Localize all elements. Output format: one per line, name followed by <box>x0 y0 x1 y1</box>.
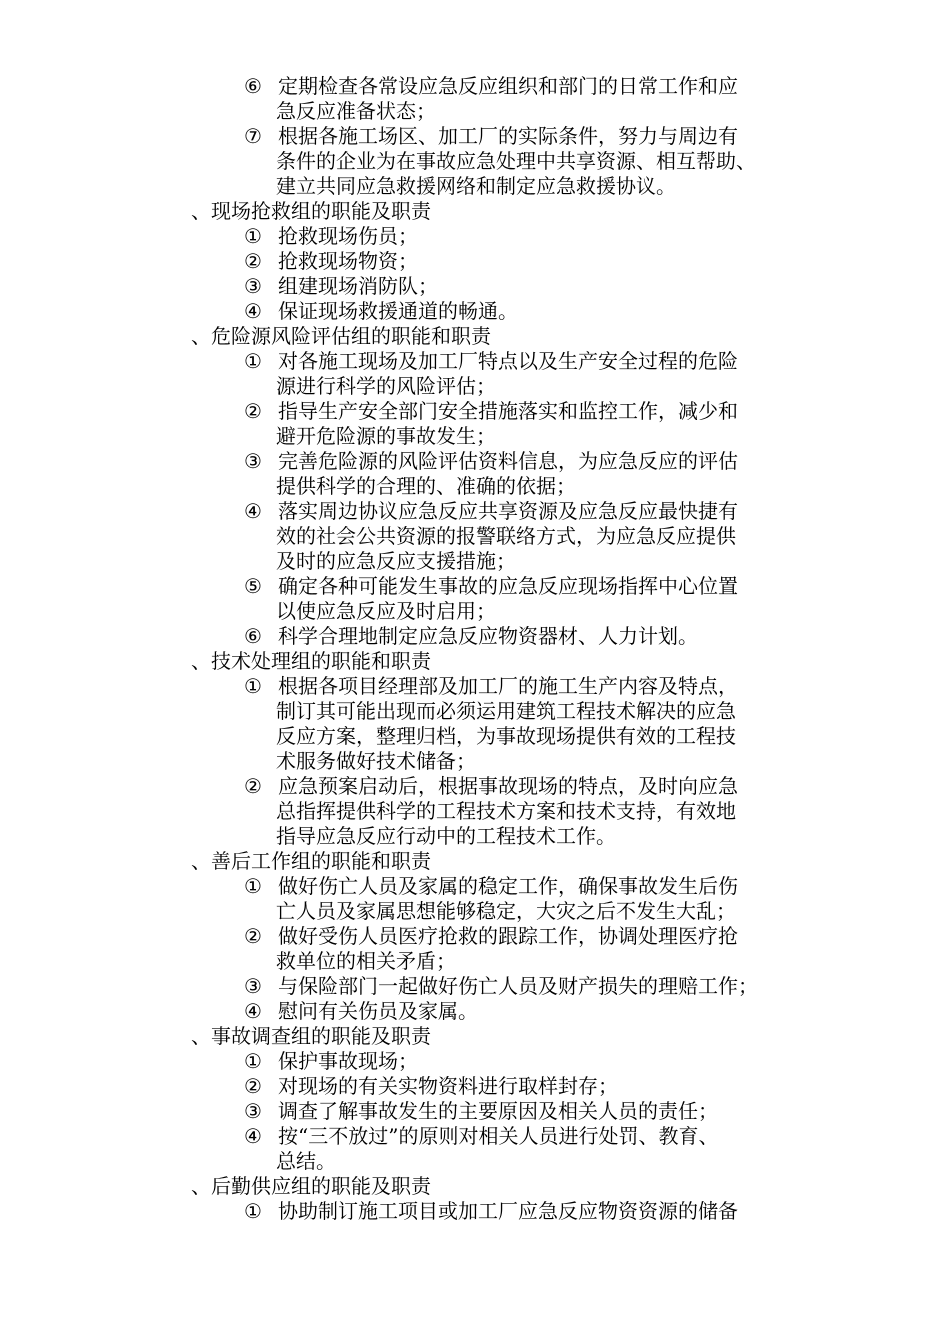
list-item-text: 组建现场消防队； <box>278 274 438 298</box>
list-item-continuation: 以使应急反应及时启用； <box>276 599 496 623</box>
list-item-text: 科学合理地制定应急反应物资器材、人力计划。 <box>278 624 698 648</box>
list-item-number: ⑥ <box>244 624 262 648</box>
list-item-text: 调查了解事故发生的主要原因及相关人员的责任； <box>278 1099 718 1123</box>
list-item-text: 做好受伤人员医疗抢救的跟踪工作，协调处理医疗抢 <box>278 924 738 948</box>
list-item-continuation: 制订其可能出现而必须运用建筑工程技术解决的应急 <box>276 699 736 723</box>
list-item-text: 保证现场救援通道的畅通。 <box>278 299 518 323</box>
list-item-text: 抢救现场物资； <box>278 249 418 273</box>
list-item-text: 保护事故现场； <box>278 1049 418 1073</box>
list-item <box>0 224 950 249</box>
list-item <box>0 774 950 799</box>
list-item <box>0 274 950 299</box>
list-item-text: 抢救现场伤员； <box>278 224 418 248</box>
list-item-continuation: 效的社会公共资源的报警联络方式，为应急反应提供 <box>276 524 736 548</box>
list-item <box>0 449 950 474</box>
list-item-continuation: 亡人员及家属思想能够稳定，大灾之后不发生大乱； <box>276 899 736 923</box>
list-item-continuation: 源进行科学的风险评估； <box>276 374 496 398</box>
list-item-text: 确定各种可能发生事故的应急反应现场指挥中心位置 <box>278 574 738 598</box>
list-item-number: ② <box>244 399 262 423</box>
list-item-number: ③ <box>244 974 262 998</box>
list-item-number: ① <box>244 349 262 373</box>
list-item-number: ① <box>244 224 262 248</box>
list-item-continuation: 救单位的相关矛盾； <box>276 949 456 973</box>
list-item-number: ④ <box>244 299 262 323</box>
list-item-continuation: 反应方案，整理归档，为事故现场提供有效的工程技 <box>276 724 736 748</box>
list-item-number: ① <box>244 874 262 898</box>
section-heading: 、后勤供应组的职能及职责 <box>191 1174 431 1198</box>
list-item-text: 定期检查各常设应急反应组织和部门的日常工作和应 <box>278 74 738 98</box>
list-item <box>0 74 950 99</box>
list-item-continuation: 避开危险源的事故发生； <box>276 424 496 448</box>
list-item-text: 根据各项目经理部及加工厂的施工生产内容及特点， <box>278 674 738 698</box>
list-item-continuation: 术服务做好技术储备； <box>276 749 476 773</box>
list-item <box>0 349 950 374</box>
list-item-text: 慰问有关伤员及家属。 <box>278 999 478 1023</box>
list-item-number: ① <box>244 1199 262 1223</box>
list-item-number: ④ <box>244 999 262 1023</box>
list-item-text: 根据各施工场区、加工厂的实际条件，努力与周边有 <box>278 124 738 148</box>
list-item-text: 按“三不放过”的原则对相关人员进行处罚、教育、 <box>278 1124 719 1148</box>
list-item-text: 做好伤亡人员及家属的稳定工作，确保事故发生后伤 <box>278 874 738 898</box>
list-item-continuation: 总结。 <box>276 1149 336 1173</box>
section-heading: 、危险源风险评估组的职能和职责 <box>191 324 491 348</box>
list-item-text: 对现场的有关实物资料进行取样封存； <box>278 1074 618 1098</box>
list-item-continuation: 及时的应急反应支援措施； <box>276 549 516 573</box>
list-item-number: ③ <box>244 274 262 298</box>
list-item-text: 协助制订施工项目或加工厂应急反应物资资源的储备 <box>278 1199 738 1223</box>
list-item-number: ① <box>244 674 262 698</box>
list-item-number: ⑦ <box>244 124 262 148</box>
list-item <box>0 1124 950 1149</box>
list-item <box>0 124 950 149</box>
list-item-text: 对各施工现场及加工厂特点以及生产安全过程的危险 <box>278 349 738 373</box>
list-item <box>0 1074 950 1099</box>
list-item-continuation: 指导应急反应行动中的工程技术工作。 <box>276 824 616 848</box>
list-item-number: ② <box>244 924 262 948</box>
section-heading: 、事故调查组的职能及职责 <box>191 1024 431 1048</box>
section-heading: 、善后工作组的职能和职责 <box>191 849 431 873</box>
list-item <box>0 674 950 699</box>
list-item <box>0 299 950 324</box>
document-page <box>0 74 950 1224</box>
list-item <box>0 1099 950 1124</box>
list-item-number: ⑤ <box>244 574 262 598</box>
section-heading: 、现场抢救组的职能及职责 <box>191 199 431 223</box>
list-item <box>0 999 950 1024</box>
list-item <box>0 1049 950 1074</box>
list-item-text: 落实周边协议应急反应共享资源及应急反应最快捷有 <box>278 499 738 523</box>
list-item-number: ④ <box>244 499 262 523</box>
list-item <box>0 874 950 899</box>
list-item-number: ③ <box>244 449 262 473</box>
list-item-number: ② <box>244 1074 262 1098</box>
list-item <box>0 924 950 949</box>
list-item-number: ① <box>244 1049 262 1073</box>
list-item-continuation: 总指挥提供科学的工程技术方案和技术支持，有效地 <box>276 799 736 823</box>
list-item-continuation: 提供科学的合理的、准确的依据； <box>276 474 576 498</box>
list-item-continuation: 急反应准备状态； <box>276 99 436 123</box>
list-item <box>0 399 950 424</box>
list-item-number: ③ <box>244 1099 262 1123</box>
list-item <box>0 249 950 274</box>
list-item-text: 应急预案启动后，根据事故现场的特点，及时向应急 <box>278 774 738 798</box>
list-item-text: 与保险部门一起做好伤亡人员及财产损失的理赔工作； <box>278 974 758 998</box>
list-item-number: ④ <box>244 1124 262 1148</box>
list-item-number: ② <box>244 249 262 273</box>
list-item-number: ② <box>244 774 262 798</box>
list-item-text: 指导生产安全部门安全措施落实和监控工作，减少和 <box>278 399 738 423</box>
list-item <box>0 974 950 999</box>
list-item <box>0 574 950 599</box>
list-item-number: ⑥ <box>244 74 262 98</box>
list-item <box>0 1199 950 1224</box>
list-item-text: 完善危险源的风险评估资料信息，为应急反应的评估 <box>278 449 738 473</box>
list-item-continuation: 建立共同应急救援网络和制定应急救援协议。 <box>276 174 676 198</box>
section-heading: 、技术处理组的职能和职责 <box>191 649 431 673</box>
list-item <box>0 624 950 649</box>
list-item-continuation: 条件的企业为在事故应急处理中共享资源、相互帮助、 <box>276 149 756 173</box>
list-item <box>0 499 950 524</box>
